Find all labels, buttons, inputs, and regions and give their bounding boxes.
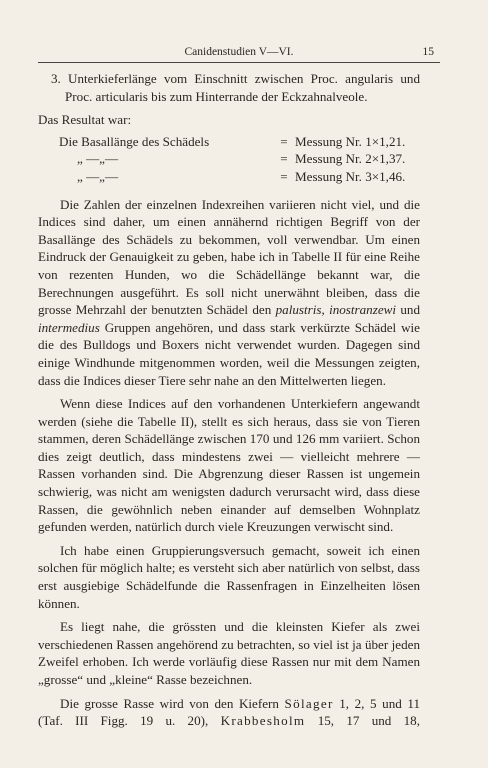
- running-title: Canidenstudien V—VI.: [184, 46, 294, 58]
- result-equals: =: [280, 168, 288, 184]
- paragraph-unterkiefer: Wenn diese Indices auf den vorhandenen Unterkiefern angewandt werden (siehe die Tabelle II), stellt es sich heraus, dass sie von Tieren stammen, deren Schädellänge zwischen 170 und 126 mm variiert. Schon dies zeigt deutlich, dass mindestens zwei — vielleicht mehrere — Rassen vorhanden sind. Die Abgrenzung dieser Rassen ist ungemein schwierig, was nicht am wenigsten dadurch verursacht wird, dass diese Rassen, die gewöhnlich neben einander auf demselben Wohnplatz gefunden werden, natürlich durch viele Kreuzungen verwischt sind.: [38, 396, 420, 535]
- term-inostranzewi: inostranzewi: [329, 302, 397, 318]
- result-row: [59, 150, 405, 168]
- place-soelager: Sölager: [284, 695, 334, 711]
- result-table: [59, 133, 405, 186]
- page-number: 15: [422, 46, 434, 58]
- body-text: [38, 70, 420, 730]
- result-row: [59, 133, 405, 151]
- list-item-3: 3. Unterkieferlänge vom Einschnitt zwischen Proc. angularis und Proc. articularis bis zum Hinterrande der Eckzahnalveole.: [51, 71, 420, 104]
- result-equals: =: [280, 151, 288, 167]
- result-label: Die Basallänge des Schädels: [59, 133, 210, 149]
- result-intro: Das Resultat war:: [38, 112, 132, 128]
- paragraph-gruppierung: Ich habe einen Gruppierungsversuch gemacht, soweit ich einen solchen für möglich halte; es versteht sich aber natürlich von selbst, dass erst ausgiebige Schädelfunde die Rassenfragen in Einzelheiten lösen können.: [38, 542, 420, 611]
- term-palustris: palustris: [275, 302, 322, 318]
- result-value: Messung Nr. 1×1,21.: [295, 133, 406, 149]
- result-row: [59, 168, 405, 186]
- result-value: Messung Nr. 3×1,46.: [295, 168, 406, 184]
- result-value: Messung Nr. 2×1,37.: [295, 151, 406, 167]
- paragraph-rassen: Es liegt nahe, die grössten und die kleinsten Kiefer als zwei verschiedenen Rassen angehörend zu betrachten, so viel ist ja über jeden Zweifel erhoben. Ich werde vorläufig diese Rassen nur mit dem Namen „grosse“ und „kleine“ Rasse bezeichnen.: [38, 619, 420, 687]
- running-header: [38, 40, 440, 63]
- paragraph-indices: Die Zahlen der einzelnen Indexreihen variieren nicht viel, und die Indices sind daher, um einen annähernd richtigen Begriff von der Basallänge des Schädels zu bekommen, voll verwendbar. Um einen Eindruck der Genauigkeit zu geben, habe ich in Tabelle II für eine Reihe von rezenten Hunden, wo die Schädellänge bekannt war, die Berechnungen ausgeführt. Es soll nicht unerwähnt bleiben, dass die grosse Mehrzahl der benutzten Schädel den palustris, inostranzewi und intermedius Gruppen angehören, und dass stark verkürzte Schädel wie die des Bulldogs und Boxers nicht verwendet wurden. Dagegen sind einige Windhunde mitgenommen worden, weil die Messungen zeigten, dass die Indices dieser Tiere sehr nahe an den Mittelwerten liegen.: [38, 196, 420, 388]
- result-label: „ —„—: [77, 168, 119, 184]
- paragraph-grosse-rasse: Die grosse Rasse wird von den Kiefern Sölager 1, 2, 5 und 11 (Taf. III Figg. 19 u. 20), Krabbesholm 15, 17 und 18,: [38, 695, 420, 729]
- result-equals: =: [280, 133, 288, 149]
- term-intermedius: intermedius: [38, 319, 100, 335]
- result-label: „ —„—: [77, 151, 119, 167]
- place-krabbesholm: Krabbesholm: [220, 713, 306, 729]
